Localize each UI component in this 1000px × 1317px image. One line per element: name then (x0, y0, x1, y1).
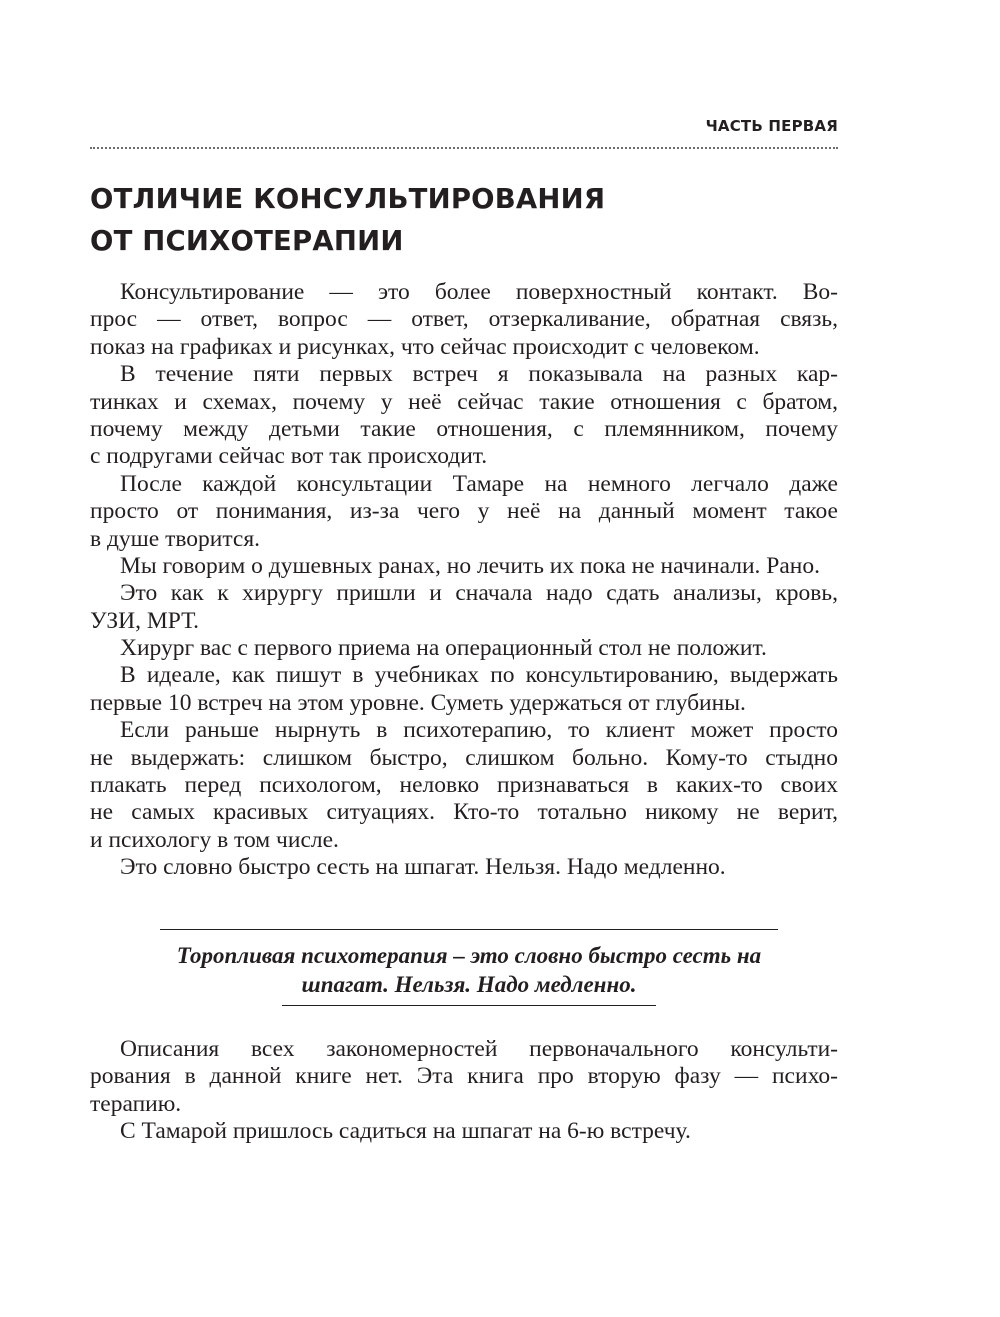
text-line: не выдержать: слишком быстро, слишком больно. Кому-то стыдно (90, 744, 838, 771)
text-line: Это словно быстро сесть на шпагат. Нельзя. Надо медленно. (120, 854, 726, 881)
text-line: почему между детьми такие отношения, с племянником, почему (90, 415, 838, 442)
body-text-after-quote (90, 1036, 838, 1146)
body-text-before-quote (90, 279, 838, 882)
text-line: С Тамарой пришлось садиться на шпагат на 6-ю встречу. (120, 1118, 691, 1145)
text-line: плакать перед психологом, неловко признаваться в каких-то своих (90, 772, 838, 799)
dotted-divider (90, 147, 838, 149)
text-line: просто от понимания, из-за чего у неё на данный момент такое (90, 498, 838, 525)
text-line: В идеале, как пишут в учебниках по консультированию, выдержать (120, 662, 838, 689)
text-line: Если раньше нырнуть в психотерапию, то клиент может просто (120, 717, 838, 744)
text-line: и психологу в том числе. (90, 826, 339, 853)
pull-quote-text (160, 941, 778, 999)
text-line: После каждой консультации Тамаре на немного легчало даже (120, 470, 838, 497)
pull-quote-line: шпагат. Нельзя. Надо медленно. (301, 972, 637, 997)
pull-quote-bottom-rule (282, 1005, 656, 1006)
text-line: УЗИ, МРТ. (90, 607, 199, 634)
pull-quote-top-rule (160, 929, 778, 930)
text-line: В течение пяти первых встреч я показывала на разных кар- (120, 361, 838, 388)
text-line: Описания всех закономерностей первоначального консульти- (120, 1036, 838, 1062)
text-line: прос — ответ, вопрос — ответ, отзеркаливание, обратная связь, (90, 306, 838, 333)
text-line: Консультирование — это более поверхностный контакт. Во- (120, 279, 838, 305)
running-head: ЧАСТЬ ПЕРВАЯ (705, 117, 838, 135)
text-line: терапию. (90, 1090, 182, 1117)
text-line: с подругами сейчас вот так происходит. (90, 443, 488, 470)
text-line: рования в данной книге нет. Эта книга про вторую фазу — психо- (90, 1063, 838, 1090)
text-line: в душе творится. (90, 525, 261, 552)
chapter-title-line: ОТ ПСИХОТЕРАПИИ (90, 225, 404, 257)
pull-quote-line: Торопливая психотерапия – это словно быстро сесть на (176, 943, 762, 968)
text-line: Это как к хирургу пришли и сначала надо сдать анализы, кровь, (120, 580, 838, 607)
chapter-title-line: ОТЛИЧИЕ КОНСУЛЬТИРОВАНИЯ (90, 183, 606, 215)
chapter-title (90, 178, 838, 262)
text-line: первые 10 встреч на этом уровне. Суметь удержаться от глубины. (90, 689, 746, 716)
text-line: Мы говорим о душевных ранах, но лечить их пока не начинали. Рано. (120, 552, 820, 579)
text-line: не самых красивых ситуациях. Кто-то тотально никому не верит, (90, 799, 838, 826)
text-line: показ на графиках и рисунках, что сейчас происходит с человеком. (90, 333, 760, 360)
text-line: тинках и схемах, почему у неё сейчас такие отношения с братом, (90, 388, 838, 415)
text-line: Хирург вас с первого приема на операционный стол не положит. (120, 635, 767, 662)
